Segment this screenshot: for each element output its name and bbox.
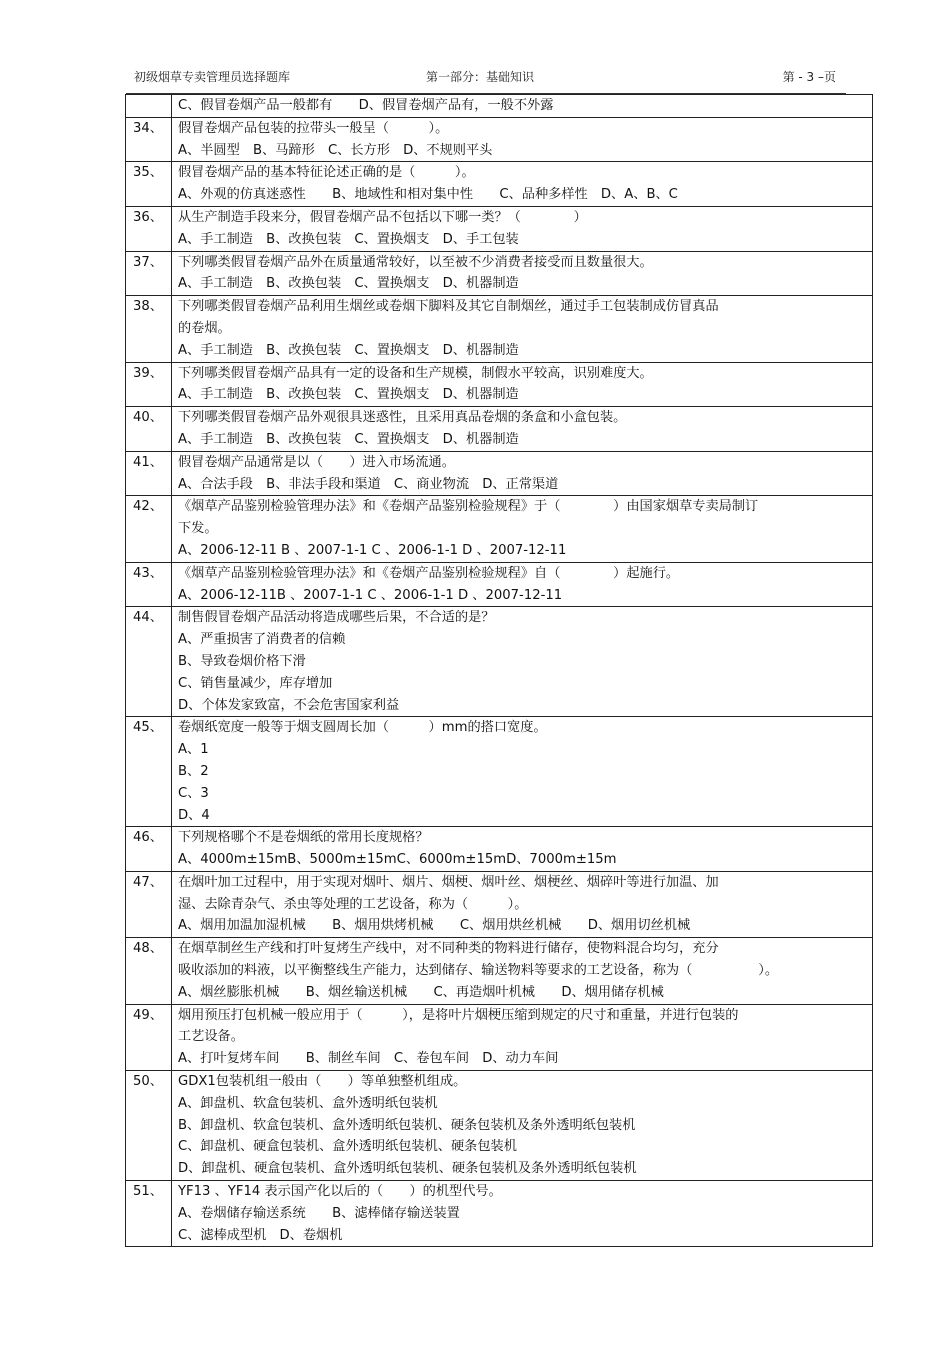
question-text: YF13 、YF14 表示国产化以后的（ ）的机型代号。 xyxy=(178,1184,502,1200)
answer-option: A、手工制造 B、改换包装 C、置换烟支 D、机器制造 xyxy=(178,387,519,403)
answer-option: A、合法手段 B、非法手段和渠道 C、商业物流 D、正常渠道 xyxy=(178,476,559,492)
question-text: 从生产制造手段来分，假冒卷烟产品不包括以下哪一类？（ ） xyxy=(178,209,587,225)
question-number: 41、 xyxy=(126,451,172,496)
answer-option: A、打叶复烤车间 B、制丝车间 C、卷包车间 D、动力车间 xyxy=(178,1051,559,1067)
question-table xyxy=(125,94,873,1247)
question-content xyxy=(172,162,873,207)
question-number: 38、 xyxy=(126,296,172,362)
question-content xyxy=(172,938,873,1004)
question-text: GDX1包装机组一般由（ ）等单独整机组成。 xyxy=(178,1074,467,1090)
answer-option: A、手工制造 B、改换包装 C、置换烟支 D、机器制造 xyxy=(178,342,519,358)
question-number: 34、 xyxy=(126,117,172,162)
question-content xyxy=(172,607,873,717)
question-row xyxy=(126,95,873,118)
question-number: 36、 xyxy=(126,206,172,251)
question-number: 43、 xyxy=(126,562,172,607)
question-text: 制售假冒卷烟产品活动将造成哪些后果，不合适的是？ xyxy=(178,610,495,626)
answer-option: 的卷烟。 xyxy=(178,320,231,336)
answer-option: A、手工制造 B、改换包装 C、置换烟支 D、手工包装 xyxy=(178,231,519,247)
answer-option: A、2006-12-11B 、2007-1-1 C 、2006-1-1 D 、2007-12-11 xyxy=(178,587,563,603)
answer-option: B、2 xyxy=(178,763,209,779)
question-content xyxy=(172,1004,873,1070)
question-number: 45、 xyxy=(126,717,172,827)
question-text: 下列规格哪个不是卷烟纸的常用长度规格？ xyxy=(178,830,429,846)
question-text: 假冒卷烟产品通常是以（ ）进入市场流通。 xyxy=(178,454,455,470)
answer-option: A、烟丝膨胀机械 B、烟丝输送机械 C、再造烟叶机械 D、烟用储存机械 xyxy=(178,984,664,1000)
question-text: 烟用预压打包机械一般应用于（ ），是将叶片烟梗压缩到规定的尺寸和重量，并进行包装的 xyxy=(178,1007,739,1023)
question-number: 49、 xyxy=(126,1004,172,1070)
question-content xyxy=(172,562,873,607)
question-number: 48、 xyxy=(126,938,172,1004)
answer-option: 吸收添加的料液，以平衡整线生产能力，达到储存、输送物料等要求的工艺设备，称为（ ）。 xyxy=(178,963,779,979)
question-content xyxy=(172,362,873,407)
answer-option: D、卸盘机、硬盒包装机、盒外透明纸包装机、硬条包装机及条外透明纸包装机 xyxy=(178,1161,637,1177)
question-text: 假冒卷烟产品包装的拉带头一般呈（ ）。 xyxy=(178,120,449,136)
question-number xyxy=(126,95,172,118)
question-text: 下列哪类假冒卷烟产品外在质量通常较好，以至被不少消费者接受而且数量很大。 xyxy=(178,254,653,270)
question-row xyxy=(126,407,873,452)
question-row xyxy=(126,938,873,1004)
answer-option: C、卸盘机、硬盒包装机、盒外透明纸包装机、硬条包装机 xyxy=(178,1139,517,1155)
question-content xyxy=(172,95,873,118)
page-header xyxy=(126,68,846,92)
question-row xyxy=(126,117,873,162)
question-content xyxy=(172,1071,873,1181)
answer-option: C、3 xyxy=(178,785,209,801)
answer-option: A、外观的仿真迷惑性 B、地域性和相对集中性 C、品种多样性 D、A、B、C xyxy=(178,187,678,203)
question-row xyxy=(126,871,873,937)
question-number: 47、 xyxy=(126,871,172,937)
question-content xyxy=(172,717,873,827)
question-number: 50、 xyxy=(126,1071,172,1181)
answer-option: A、手工制造 B、改换包装 C、置换烟支 D、机器制造 xyxy=(178,431,519,447)
question-content xyxy=(172,296,873,362)
question-text: C、假冒卷烟产品一般都有 D、假冒卷烟产品有，一般不外露 xyxy=(178,98,554,113)
header-title: 初级烟草专卖管理员选择题库 xyxy=(134,70,291,84)
question-content xyxy=(172,407,873,452)
answer-option: 下发。 xyxy=(178,521,218,537)
question-row xyxy=(126,562,873,607)
question-text: 下列哪类假冒卷烟产品具有一定的设备和生产规模，制假水平较高，识别难度大。 xyxy=(178,365,653,381)
question-content xyxy=(172,206,873,251)
answer-option: D、4 xyxy=(178,807,210,823)
answer-option: A、半圆型 B、马蹄形 C、长方形 D、不规则平头 xyxy=(178,142,493,158)
question-text: 《烟草产品鉴别检验管理办法》和《卷烟产品鉴别检验规程》自（ ）起施行。 xyxy=(178,565,680,581)
answer-option: C、滤棒成型机 D、卷烟机 xyxy=(178,1227,343,1243)
question-text: 《烟草产品鉴别检验管理办法》和《卷烟产品鉴别检验规程》于（ ）由国家烟草专卖局制订 xyxy=(178,499,759,515)
question-content xyxy=(172,117,873,162)
question-text: 假冒卷烟产品的基本特征论述正确的是（ ）。 xyxy=(178,165,475,181)
question-table-body xyxy=(126,95,873,1247)
answer-option: 湿、去除青杂气、杀虫等处理的工艺设备，称为（ ）。 xyxy=(178,896,528,912)
header-page-number: 第 - 3 –页 xyxy=(782,70,836,84)
question-text: 卷烟纸宽度一般等于烟支圆周长加（ ）mm的搭口宽度。 xyxy=(178,720,547,736)
answer-option: 工艺设备。 xyxy=(178,1029,244,1045)
question-text: 下列哪类假冒卷烟产品利用生烟丝或卷烟下脚料及其它自制烟丝，通过手工包装制成仿冒真品 xyxy=(178,299,719,315)
question-number: 42、 xyxy=(126,496,172,562)
answer-option: B、卸盘机、软盒包装机、盒外透明纸包装机、硬条包装机及条外透明纸包装机 xyxy=(178,1117,636,1133)
question-row xyxy=(126,162,873,207)
question-row xyxy=(126,717,873,827)
question-content xyxy=(172,827,873,872)
answer-option: D、个体发家致富，不会危害国家利益 xyxy=(178,697,400,713)
question-row xyxy=(126,362,873,407)
question-row xyxy=(126,827,873,872)
answer-option: A、2006-12-11 B 、2007-1-1 C 、2006-1-1 D 、2007-12-11 xyxy=(178,542,567,558)
question-content xyxy=(172,871,873,937)
question-content xyxy=(172,451,873,496)
question-number: 46、 xyxy=(126,827,172,872)
question-row xyxy=(126,296,873,362)
question-row xyxy=(126,496,873,562)
answer-option: A、4000m±15mB、5000m±15mC、6000m±15mD、7000m±15m xyxy=(178,852,617,868)
header-section: 第一部分：基础知识 xyxy=(426,70,535,84)
question-number: 44、 xyxy=(126,607,172,717)
question-row xyxy=(126,451,873,496)
question-number: 35、 xyxy=(126,162,172,207)
question-row xyxy=(126,251,873,296)
answer-option: A、1 xyxy=(178,742,209,758)
question-number: 39、 xyxy=(126,362,172,407)
question-text: 在烟叶加工过程中，用于实现对烟叶、烟片、烟梗、烟叶丝、烟梗丝、烟碎叶等进行加温、加 xyxy=(178,874,719,890)
question-row xyxy=(126,1181,873,1247)
answer-option: A、卷烟储存输送系统 B、滤棒储存输送装置 xyxy=(178,1205,460,1221)
question-row xyxy=(126,206,873,251)
question-number: 51、 xyxy=(126,1181,172,1247)
question-text: 在烟草制丝生产线和打叶复烤生产线中，对不同种类的物料进行储存，使物料混合均匀，充分 xyxy=(178,941,719,957)
question-row xyxy=(126,1004,873,1070)
question-number: 37、 xyxy=(126,251,172,296)
question-row xyxy=(126,607,873,717)
answer-option: A、严重损害了消费者的信赖 xyxy=(178,632,346,648)
answer-option: A、烟用加温加湿机械 B、烟用烘烤机械 C、烟用烘丝机械 D、烟用切丝机械 xyxy=(178,918,691,934)
question-text: 下列哪类假冒卷烟产品外观很具迷惑性，且采用真品卷烟的条盒和小盒包装。 xyxy=(178,410,627,426)
question-content xyxy=(172,496,873,562)
answer-option: C、销售量减少，库存增加 xyxy=(178,675,333,691)
answer-option: B、导致卷烟价格下滑 xyxy=(178,653,306,669)
question-number: 40、 xyxy=(126,407,172,452)
answer-option: A、卸盘机、软盒包装机、盒外透明纸包装机 xyxy=(178,1095,438,1111)
answer-option: A、手工制造 B、改换包装 C、置换烟支 D、机器制造 xyxy=(178,276,519,292)
question-content xyxy=(172,251,873,296)
question-row xyxy=(126,1071,873,1181)
question-content xyxy=(172,1181,873,1247)
